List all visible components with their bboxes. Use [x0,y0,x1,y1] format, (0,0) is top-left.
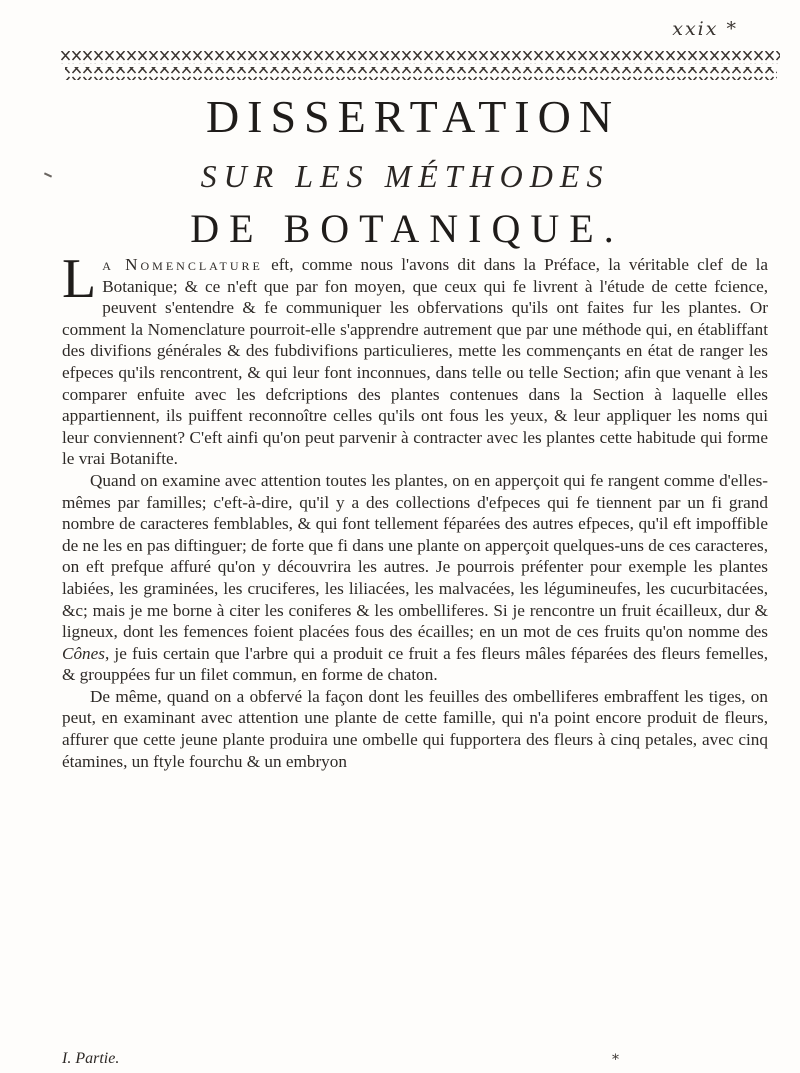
paragraph-2-end: , je fuis certain que l'arbre qui a produit ce fruit a fes fleurs mâles féparées des fleurs femelles, & grouppées fur un filet commun, en forme de chaton. [62,643,768,685]
ornamental-border [60,49,780,89]
signature-mark: * [612,1052,619,1068]
title-de-botanique: DE BOTANIQUE. [190,206,624,251]
paragraph-3-text: De même, quand on a obfervé la façon dont les feuilles des ombelliferes embraffent les tiges, on peut, en examinant avec attention une plante de cette famille, qui n'a point encore produit de fleurs, affurer que cette jeune plante produira une ombelle qui fupportera des fleurs à cinq petales, avec cinq étamines, un ftyle fourchu & un embryon [62,686,768,771]
signature-line: I. Partie. [62,1050,120,1067]
title-dissertation: DISSERTATION [205,91,621,142]
title-sur-les-methodes: SUR LES MÉTHODES [200,158,610,194]
paragraph-3 [62,686,768,772]
paragraph-2-text: Quand on examine avec attention toutes les plantes, on en apperçoit qui fe rangent comme d'elles-mêmes par familles; c'eft-à-dire, qu'il y a des collections d'efpeces qui fe tiennent par un fi grand nombre de caracteres femblables, & qui font tellement féparées des autres efpeces, qu'il eft impoffible de ne les en pas diftinguer; de forte que fi dans une plante on apperçoit quelques-uns de ces caracteres, on eft prefque affuré qu'on y découvrira les autres. Je pourrois préfenter pour exemple les plantes labiées, les graminées, les cruciferes, les liliacées, les malvacées, les légumineufes, les cucurbitacées, &c; mais je me borne à citer les coniferes & les ombelliferes. Si je rencontre un fruit écailleux, dur & ligneux, dont les femences foient placées fous des écailles; en un mot de ces fruits qu'on nomme des [62,470,768,642]
paragraph-2-italic: Cônes [62,643,105,663]
body-text [62,248,768,772]
lead-smallcaps: a Nomenclature [102,255,263,274]
paragraph-1 [62,248,768,470]
paragraph-2 [62,470,768,686]
drop-capital: L [62,248,97,310]
page-folio: xxix * [672,18,738,40]
paragraph-1-text: eft, comme nous l'avons dit dans la Préface, la véritable clef de la Botanique; & ce n'eft que par fon moyen, que ceux qui fe livrent à l'étude de cette fcience, peuvent s'entendre & fe communiquer les obfervations qu'ils ont faites fur les plantes. Or comment la Nomenclature pourroit-elle s'apprendre autrement que par une méthode qui, en établiffant des divifions générales & des fubdivifions particulieres, mette les commençants en état de ranger les efpeces qu'ils rencontrent, & qui leur font inconnues, dans telle ou telle Section; afin que venant à les comparer enfuite avec les defcriptions des plantes contenues dans la Section à laquelle elles appartiennent, ils puiffent reconnoître celles qu'ils ont fous les yeux, & leur appliquer les noms qui leur conviennent? C'eft ainfi qu'on peut parvenir à contracter avec les plantes cette habitude qui forme le vrai Botanifte. [62,255,768,469]
